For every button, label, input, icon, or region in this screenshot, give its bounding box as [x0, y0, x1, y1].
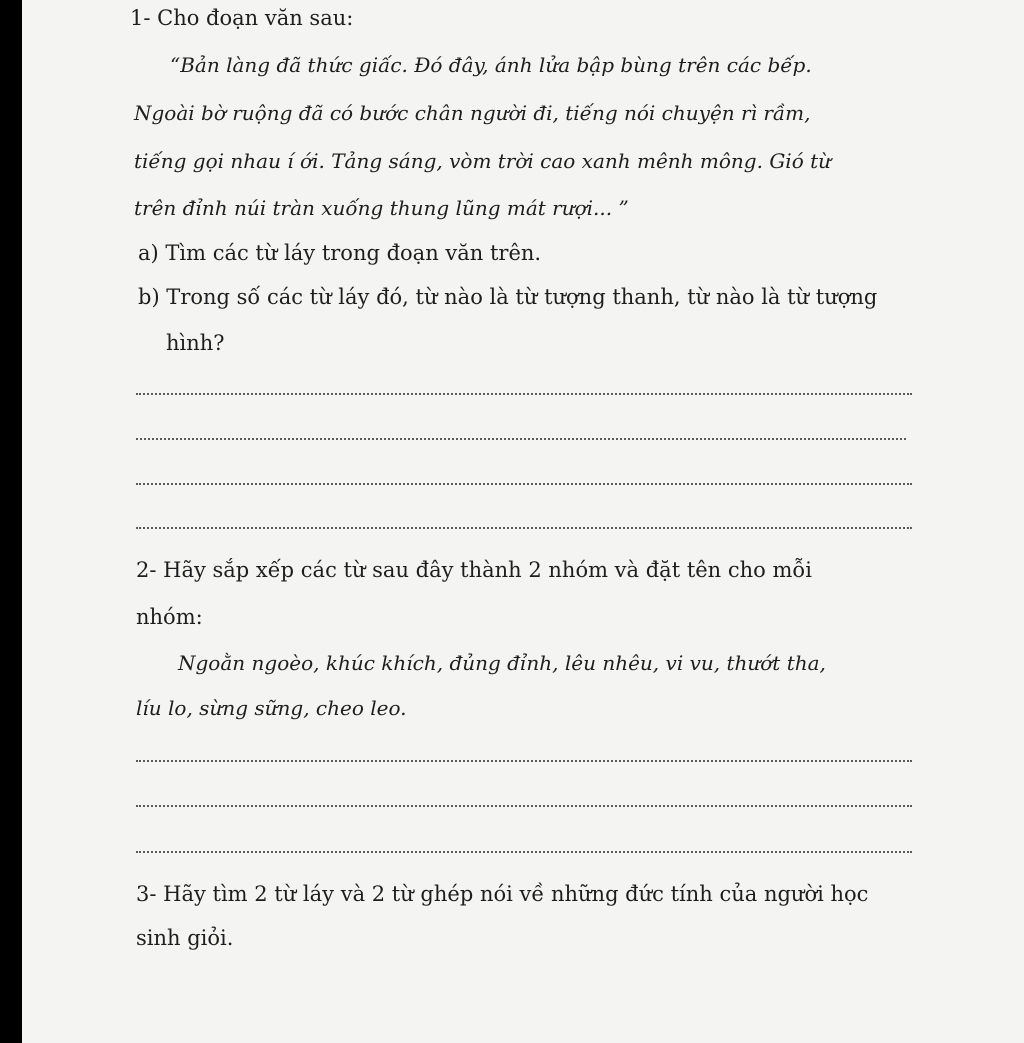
question-1b-line1: b) Trong số các từ láy đó, từ nào là từ tượng thanh, từ nào là từ tượng [138, 285, 878, 309]
question-1b-line2: hình? [166, 331, 225, 355]
answer-line [136, 393, 912, 395]
answer-line [136, 483, 912, 485]
word-list-line2: líu lo, sừng sững, cheo leo. [136, 696, 407, 720]
passage-line: Ngoài bờ ruộng đã có bước chân người đi, tiếng nói chuyện rì rầm, [134, 101, 811, 125]
worksheet-page [22, 0, 1024, 1043]
answer-line [136, 805, 912, 807]
answer-line [136, 760, 912, 762]
answer-line [136, 851, 912, 853]
passage-line: “Bản làng đã thức giấc. Đó đây, ánh lửa bập bùng trên các bếp. [170, 53, 812, 77]
question-3-title-line1: 3- Hãy tìm 2 từ láy và 2 từ ghép nói về những đức tính của người học [136, 882, 869, 906]
question-1a: a) Tìm các từ láy trong đoạn văn trên. [138, 241, 542, 265]
answer-line [136, 438, 906, 440]
passage-line: tiếng gọi nhau í ới. Tảng sáng, vòm trời cao xanh mênh mông. Gió từ [134, 149, 832, 173]
question-2-title-line2: nhóm: [136, 605, 203, 629]
word-list-line1: Ngoằn ngoèo, khúc khích, đủng đỉnh, lêu nhêu, vi vu, thướt tha, [178, 651, 826, 675]
passage-line: trên đỉnh núi tràn xuống thung lũng mát rượi... ” [134, 196, 629, 220]
answer-line [136, 527, 912, 529]
question-2-title-line1: 2- Hãy sắp xếp các từ sau đây thành 2 nhóm và đặt tên cho mỗi [136, 558, 812, 582]
question-3-title-line2: sinh giỏi. [136, 926, 234, 950]
question-1-title: 1- Cho đoạn văn sau: [130, 6, 354, 30]
